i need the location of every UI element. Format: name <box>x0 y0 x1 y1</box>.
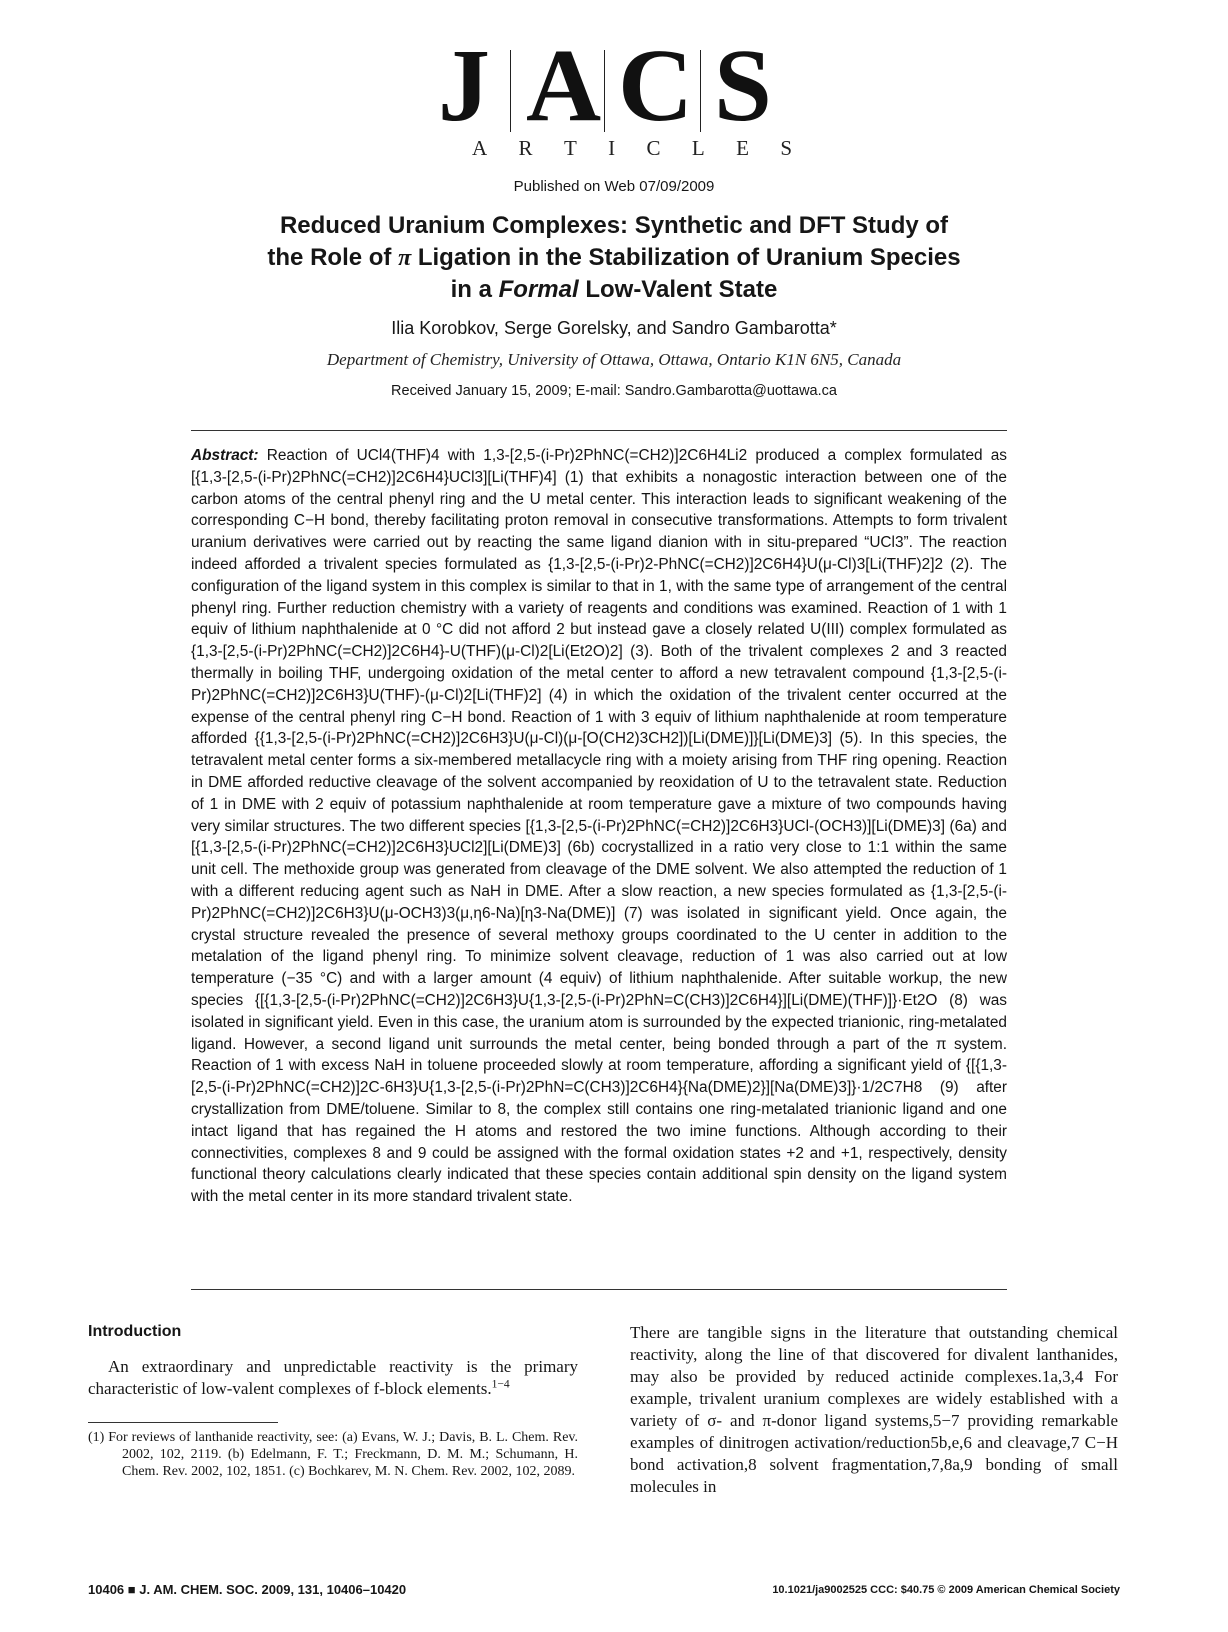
logo-separator <box>510 50 511 132</box>
title-formal-word: Formal <box>498 276 579 303</box>
title-line-2-start: the Role of <box>267 244 399 271</box>
title-line-1: Reduced Uranium Complexes: Synthetic and DFT Study of <box>279 212 949 239</box>
articles-letter: S <box>780 136 792 160</box>
abstract-bottom-rule <box>191 1289 1007 1290</box>
left-column <box>88 1322 578 1480</box>
abstract-label: Abstract: <box>191 447 259 464</box>
logo-letter-j: J <box>438 28 490 143</box>
logo-letter-s: S <box>714 28 772 143</box>
logo-separator <box>604 50 605 132</box>
introduction-text: An extraordinary and unpredictable reactivity is the primary characteristic of low-valent complexes of f-block elements. <box>88 1357 578 1398</box>
logo-letter-a: A <box>526 28 602 143</box>
articles-label <box>472 136 792 161</box>
articles-letter: T <box>563 136 577 160</box>
footnote: (1) For reviews of lanthanide reactivity, see: (a) Evans, W. J.; Davis, B. L. Chem. Rev. 2002, 102, 2119. (b) Edelmann, F. T.; Freckmann, D. M. M.; Schumann, H. Chem. Rev. 2002, 102, 1851. (c) Bochkarev, M. N. Chem. Rev. 2002, 102, 2089. <box>88 1430 578 1479</box>
introduction-heading: Introduction <box>88 1323 182 1340</box>
right-column-text: There are tangible signs in the literature that outstanding chemical reactivity, along the line of that discovered for divalent lanthanides, may also be provided by reduced actinide complexes.1a,3,4 For example, trivalent uranium complexes are widely established with a variety of σ- and π-donor ligand systems,5−7 providing remarkable examples of dinitrogen activation/reduction5b,e,6 and cleavage,7 C−H bond activation,8 solvent fragmentation,7,8a,9 bonding of small molecules in <box>630 1323 1118 1496</box>
abstract <box>191 445 1007 1208</box>
page-footer-doi: 10.1021/ja9002525 CCC: $40.75 © 2009 American Chemical Society <box>772 1584 1120 1596</box>
articles-letter: E <box>736 136 749 160</box>
articles-letter: R <box>518 136 533 160</box>
received-line: Received January 15, 2009; E-mail: Sandro.Gambarotta@uottawa.ca <box>391 383 837 399</box>
introduction-paragraph <box>88 1356 578 1400</box>
abstract-text: Reaction of UCl4(THF)4 with 1,3-[2,5-(i-Pr)2PhNC(=CH2)]2C6H4Li2 produced a complex formulated as [{1,3-[2,5-(i-Pr)2PhNC(=CH2)]2C6H4}UCl3][Li(THF)4] (1) that exhibits a nonagostic interaction between one of the carbon atoms of the central phenyl ring and the U metal center. This interaction leads to significant weakening of the corresponding C−H bond, thereby facilitating proton removal in consecutive transformations. Attempts to form trivalent uranium derivatives were carried out by reacting the same ligand dianion with in situ-prepared “UCl3”. The reaction indeed afforded a trivalent species formulated as {1,3-[2,5-(i-Pr)2-PhNC(=CH2)]2C6H4}U(μ-Cl)3[Li(THF)2]2 (2). The configuration of the ligand system in this complex is similar to that in 1, with the same type of arrangement of the central phenyl ring. Further reduction chemistry with a variety of reagents and conditions was examined. Reaction of 1 with 1 equiv of lithium naphthalenide at 0 °C did not afford 2 but instead gave a closely related U(III) complex formulated as {1,3-[2,5-(i-Pr)2PhNC(=CH2)]2C6H4}-U(THF)(μ-Cl)2[Li(Et2O)2] (3). Both of the trivalent complexes 2 and 3 reacted thermally in boiling THF, undergoing oxidation of the metal center to afford a new tetravalent compound {1,3-[2,5-(i-Pr)2PhNC(=CH2)]2C6H3}U(THF)-(μ-Cl)2[Li(THF)2] (4) in which the oxidation of the trivalent center occurred at the expense of the central phenyl ring C−H bond. Reaction of 1 with 3 equiv of lithium naphthalenide at room temperature afforded {{1,3-[2,5-(i-Pr)2PhNC(=CH2)]2C6H3}U(μ-Cl)(μ-[O(CH2)3CH2])[Li(DME)]}[Li(DME)3] (5). In this species, the tetravalent metal center forms a six-membered metallacycle ring with a moiety arising from THF ring opening. Reaction in DME afforded reductive cleavage of the solvent accompanied by reoxidation of U to the tetravalent state. Reduction of 1 in DME with 2 equiv of potassium naphthalenide at room temperature gave a mixture of two compounds having very similar structures. The two different species [{1,3-[2,5-(i-Pr)2PhNC(=CH2)]2C6H3}UCl-(OCH3)][Li(DME)3] (6a) and [{1,3-[2,5-(i-Pr)2PhNC(=CH2)]2C6H3}UCl2][Li(DME)3] (6b) cocrystallized in a ratio very close to 1:1 within the same unit cell. The methoxide group was generated from cleavage of the DME solvent. We also attempted the reduction of 1 with a different reducing agent such as NaH in DME. After a slow reaction, a new species formulated as {1,3-[2,5-(i-Pr)2PhNC(=CH2)]2C6H3}U(μ-OCH3)3(μ,η6-Na)[η3-Na(DME)] (7) was isolated in significant yield. Once again, the crystal structure revealed the presence of several methoxy groups coordinated to the U center in addition to the metalation of the ligand phenyl ring. To minimize solvent cleavage, reduction of 1 was also carried out at low temperature (−35 °C) and with a larger amount (4 equiv) of lithium naphthalenide. After suitable workup, the new species {[{1,3-[2,5-(i-Pr)2PhNC(=CH2)]2C6H3}U{1,3-[2,5-(i-Pr)2PhN=C(CH3)]2C6H4}][Li(DME)(THF)]}·Et2O (8) was isolated in significant yield. Even in this case, the uranium atom is surrounded by the expected trianionic, ring-metalated ligand. However, a second ligand unit surrounds the metal center, being bonded through a part of the π system. Reaction of 1 with excess NaH in toluene proceeded slowly at room temperature, affording a significant yield of {[{1,3-[2,5-(i-Pr)2PhNC(=CH2)]2C-6H3}U{1,3-[2,5-(i-Pr)2PhN=C(CH3)]2C6H4}{Na(DME)2}][Na(DME)3]}·1/2C7H8 (9) after crystallization from DME/toluene. Similar to 8, the complex still contains one ring-metalated trianionic ligand and one intact ligand that has regained the H atoms and restored the two imine functions. Although according to their connectivities, complexes 8 and 9 could be assigned with the formal oxidation states +2 and +1, respectively, density functional theory calculations clearly indicated that these species contain additional spin density on the ligand system with the metal center in its more standard trivalent state. <box>191 447 1007 1206</box>
articles-letter: A <box>472 136 488 160</box>
page-footer-citation: 10406 ■ J. AM. CHEM. SOC. 2009, 131, 10406–10420 <box>88 1582 407 1597</box>
title-line-3-end: Low-Valent State <box>578 276 778 303</box>
articles-letter: C <box>646 136 661 160</box>
title-line-2-end: Ligation in the Stabilization of Uranium Species <box>411 244 961 271</box>
article-title <box>140 210 1088 306</box>
abstract-top-rule <box>191 430 1007 431</box>
logo-letter-c: C <box>618 28 694 143</box>
journal-masthead <box>0 28 1228 166</box>
jacs-logo <box>438 28 794 143</box>
author-list: Ilia Korobkov, Serge Gorelsky, and Sandro Gambarotta* <box>391 318 837 338</box>
articles-letter: L <box>691 136 705 160</box>
title-pi-symbol: π <box>398 245 412 271</box>
affiliation: Department of Chemistry, University of Ottawa, Ottawa, Ontario K1N 6N5, Canada <box>326 350 902 369</box>
citation-ref: 1−4 <box>491 1377 510 1391</box>
title-line-3-start: in a <box>450 276 499 303</box>
logo-separator <box>700 50 701 132</box>
articles-letter: I <box>608 136 616 160</box>
footnote-rule <box>88 1422 278 1423</box>
published-date: Published on Web 07/09/2009 <box>513 178 715 195</box>
